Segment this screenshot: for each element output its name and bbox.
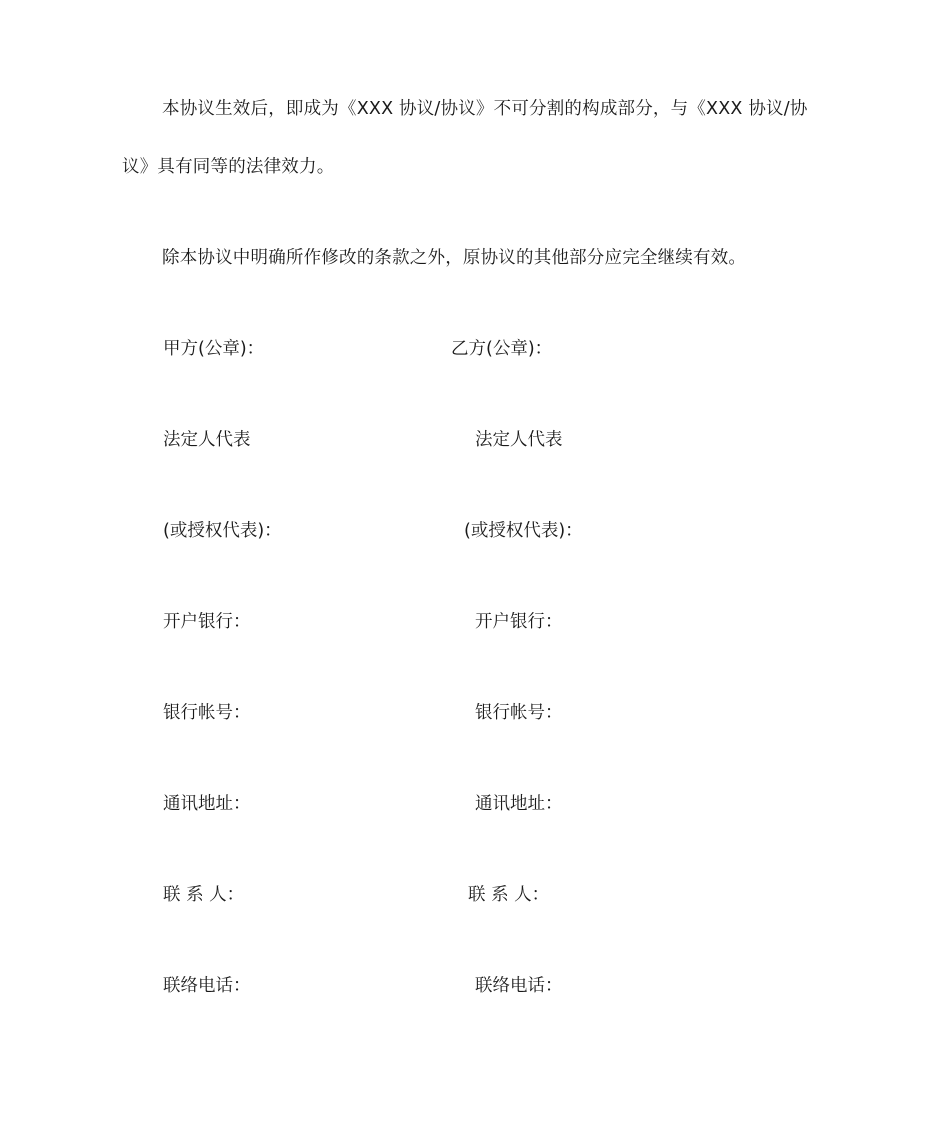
party-a-account-label: 银行帐号： xyxy=(163,703,251,723)
party-b-phone-label: 联络电话： xyxy=(475,976,563,996)
party-b-contact-label: 联 系 人： xyxy=(468,885,550,905)
paragraph-effectiveness: 本协议生效后，即成为《XXX 协议/协议》不可分割的构成部分，与《XXX 协议/协议》具有同等的法律效力。 xyxy=(122,99,808,177)
party-b-account-label: 银行帐号： xyxy=(475,703,563,723)
party-a-seal-label: 甲方(公章)： xyxy=(163,339,265,359)
party-a-phone-label: 联络电话： xyxy=(163,976,251,996)
party-b-address-label: 通讯地址： xyxy=(475,794,563,814)
party-b-bank-label: 开户银行： xyxy=(475,612,563,632)
party-a-address-label: 通讯地址： xyxy=(163,794,251,814)
party-b-authorized-rep-label: (或授权代表)： xyxy=(464,521,583,541)
party-a-authorized-rep-label: (或授权代表)： xyxy=(163,521,282,541)
party-a-legal-rep-label: 法定人代表 xyxy=(163,430,251,450)
party-a-bank-label: 开户银行： xyxy=(163,612,251,632)
paragraph-remaining-validity: 除本协议中明确所作修改的条款之外，原协议的其他部分应完全继续有效。 xyxy=(162,248,747,268)
party-b-seal-label: 乙方(公章)： xyxy=(451,339,553,359)
party-b-legal-rep-label: 法定人代表 xyxy=(475,430,563,450)
party-a-contact-label: 联 系 人： xyxy=(163,885,245,905)
